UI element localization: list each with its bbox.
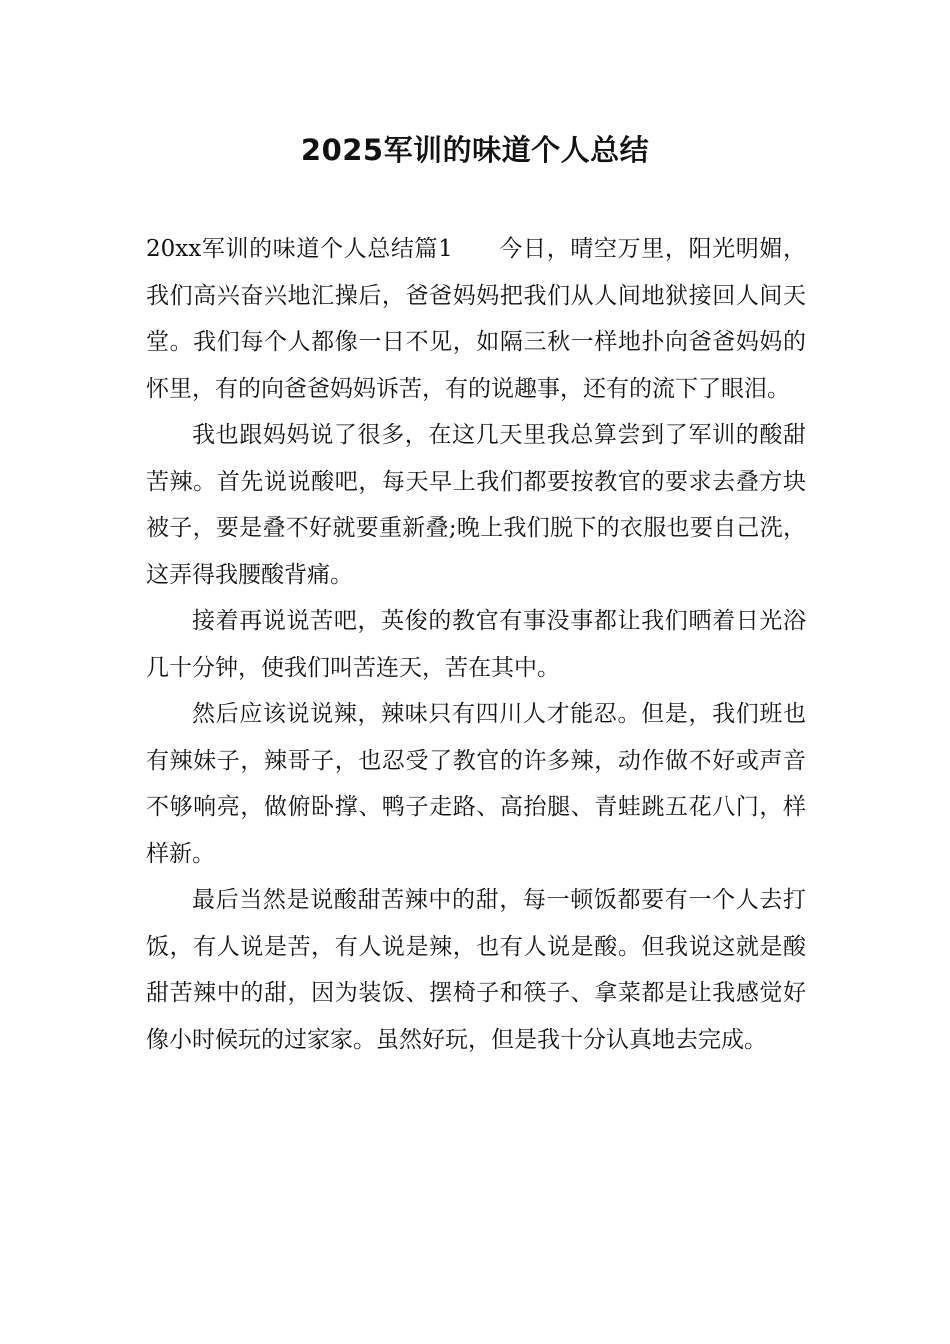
paragraph-4: 然后应该说说辣，辣味只有四川人才能忍。但是，我们班也有辣妹子，辣哥子，也忍受了教官的许多辣，动作做不好或声音不够响亮，做俯卧撑、鸭子走路、高抬腿、青蛙跳五花八门，样样新。 (146, 701, 806, 867)
paragraph-3: 接着再说说苦吧，英俊的教官有事没事都让我们晒着日光浴几十分钟，使我们叫苦连天，苦在其中。 (146, 608, 806, 681)
document-body (146, 226, 806, 1063)
paragraph-1 (146, 226, 806, 412)
paragraph-1-text: 今日，晴空万里，阳光明媚，我们高兴奋兴地汇操后，爸爸妈妈把我们从人间地狱接回人间天堂。我们每个人都像一日不见，如隔三秋一样地扑向爸爸妈妈的怀里，有的向爸爸妈妈诉苦，有的说趣事，还有的流下了眼泪。 (146, 236, 807, 402)
section-heading: 20xx军训的味道个人总结篇1 (146, 236, 453, 262)
document-title: 2025军训的味道个人总结 (300, 133, 650, 167)
paragraph-2: 我也跟妈妈说了很多，在这几天里我总算尝到了军训的酸甜苦辣。首先说说酸吧，每天早上我们都要按教官的要求去叠方块被子，要是叠不好就要重新叠;晚上我们脱下的衣服也要自己洗，这弄得我腰酸背痛。 (146, 422, 806, 588)
paragraph-5: 最后当然是说酸甜苦辣中的甜，每一顿饭都要有一个人去打饭，有人说是苦，有人说是辣，也有人说是酸。但我说这就是酸甜苦辣中的甜，因为装饭、摆椅子和筷子、拿菜都是让我感觉好像小时候玩的过家家。虽然好玩，但是我十分认真地去完成。 (146, 887, 806, 1053)
